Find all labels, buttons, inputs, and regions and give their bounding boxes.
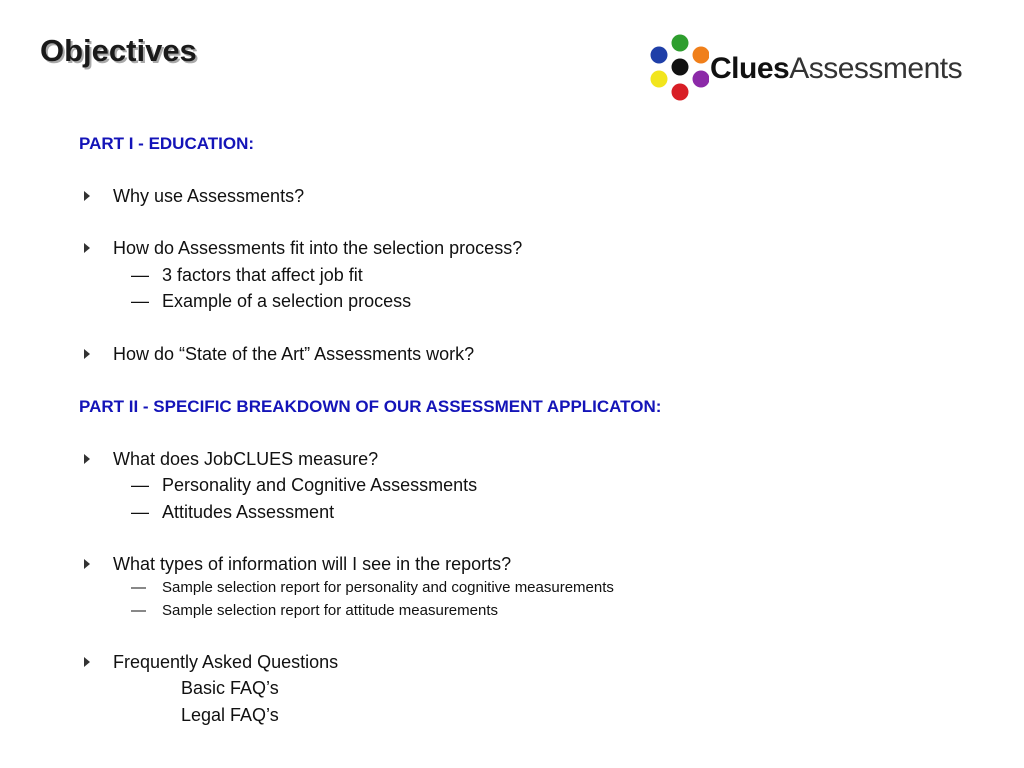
bullet-item xyxy=(84,552,511,576)
bullet-item xyxy=(84,184,304,208)
triangle-bullet-icon xyxy=(84,657,90,667)
bullet-text: What does JobCLUES measure? xyxy=(113,449,379,469)
sub-item-text: Attitudes Assessment xyxy=(162,502,335,522)
part2-heading: PART II - SPECIFIC BREAKDOWN OF OUR ASSESSMENT APPLICATON: xyxy=(79,397,662,416)
logo-text-light: Assessments xyxy=(789,52,963,85)
em-dash-bullet: — xyxy=(131,602,146,619)
sub-item-text: Example of a selection process xyxy=(162,291,412,311)
sub-item xyxy=(131,578,614,598)
triangle-bullet-icon xyxy=(84,243,90,253)
triangle-bullet-icon xyxy=(84,559,90,569)
triangle-bullet-icon xyxy=(84,191,90,201)
indented-item: Legal FAQ’s xyxy=(181,705,279,725)
bullet-item xyxy=(84,650,338,674)
em-dash-bullet: — xyxy=(131,579,146,596)
part1-heading: PART I - EDUCATION: xyxy=(79,134,255,153)
em-dash-bullet: — xyxy=(131,502,149,522)
bullet-text: How do Assessments fit into the selection process? xyxy=(113,238,523,258)
logo-dot-bottom xyxy=(672,84,689,101)
sub-item xyxy=(131,500,334,524)
sub-item-text: Personality and Cognitive Assessments xyxy=(162,475,478,495)
logo-dots-icon xyxy=(649,34,709,106)
logo-text-bold: Clues xyxy=(710,52,790,85)
em-dash-bullet: — xyxy=(131,475,149,495)
indented-item: Basic FAQ’s xyxy=(181,678,279,698)
sub-item-text: 3 factors that affect job fit xyxy=(162,265,363,285)
logo-dot-lower-right xyxy=(693,71,710,88)
logo-dot-upper-right xyxy=(693,47,710,64)
bullet-text: How do “State of the Art” Assessments work? xyxy=(113,344,475,364)
sub-item xyxy=(131,473,477,497)
logo-dot-lower-left xyxy=(651,71,668,88)
slide-title: Objectives xyxy=(40,33,197,68)
clues-assessments-logo xyxy=(649,34,989,106)
triangle-bullet-icon xyxy=(84,454,90,464)
em-dash-bullet: — xyxy=(131,291,149,311)
bullet-text: What types of information will I see in the reports? xyxy=(113,554,512,574)
em-dash-bullet: — xyxy=(131,265,149,285)
sub-item-text: Sample selection report for attitude measurements xyxy=(162,602,498,619)
logo-dot-center xyxy=(672,59,689,76)
bullet-item xyxy=(84,236,522,260)
bullet-item xyxy=(84,447,378,471)
bullet-item xyxy=(84,342,474,366)
sub-item xyxy=(131,289,411,313)
bullet-text: Frequently Asked Questions xyxy=(113,652,339,672)
sub-item xyxy=(131,263,363,287)
triangle-bullet-icon xyxy=(84,349,90,359)
logo-wordmark xyxy=(710,51,962,87)
logo-dot-upper-left xyxy=(651,47,668,64)
sub-item-text: Sample selection report for personality and cognitive measurements xyxy=(162,579,614,596)
sub-item xyxy=(131,601,498,621)
logo-dot-top xyxy=(672,35,689,52)
bullet-text: Why use Assessments? xyxy=(113,186,305,206)
